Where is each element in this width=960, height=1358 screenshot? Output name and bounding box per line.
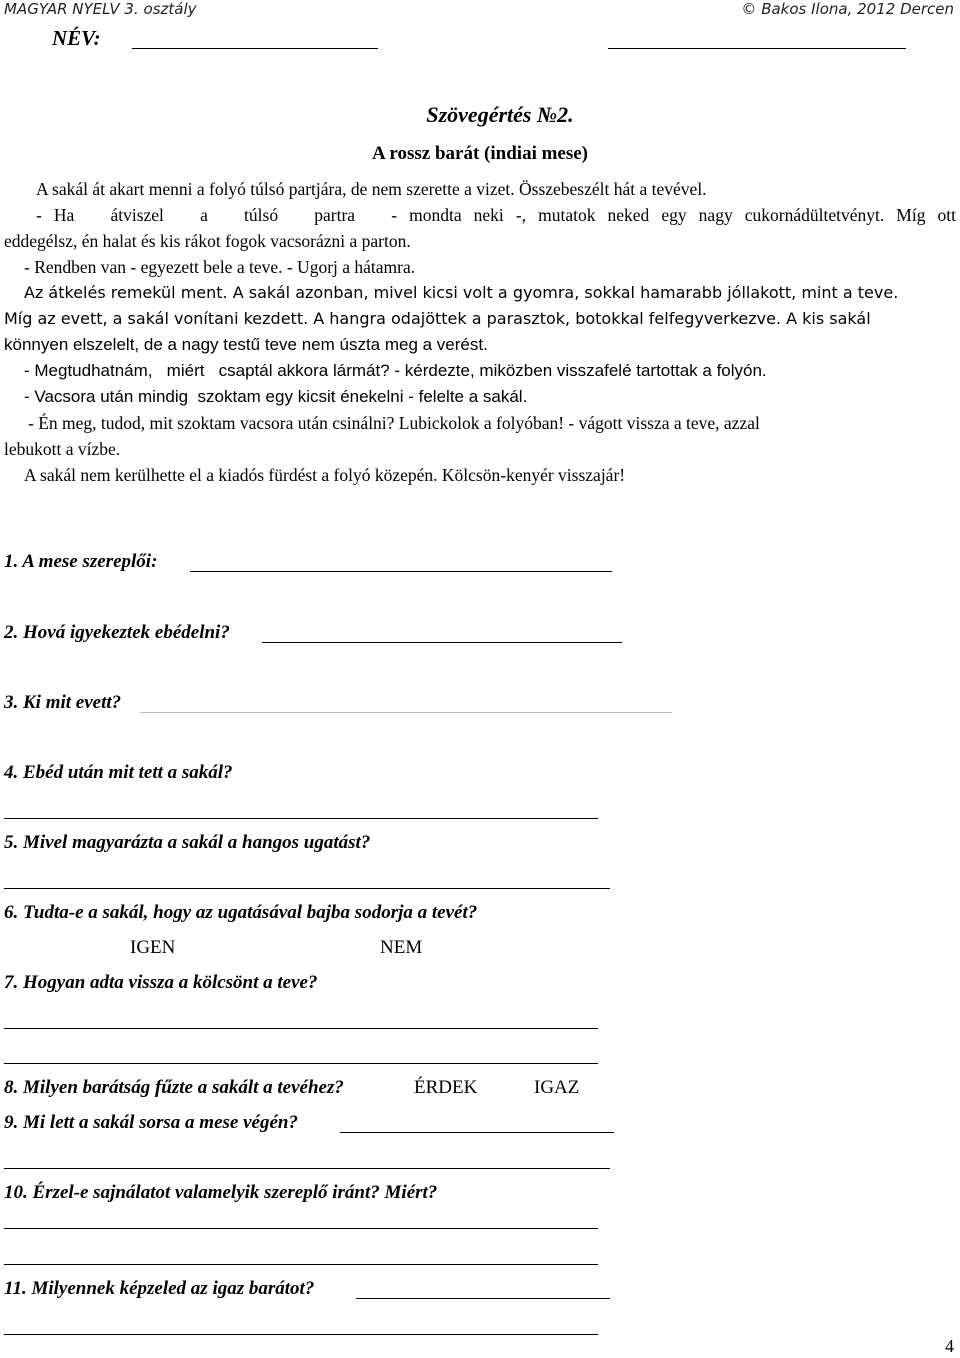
question-9: 9. Mi lett a sakál sorsa a mese végén?: [4, 1112, 298, 1133]
story-line: eddegélsz, én halat és kis rákot fogok vacsorázni a parton.: [4, 231, 411, 251]
answer-line[interactable]: [4, 1168, 610, 1169]
option-true[interactable]: IGAZ: [534, 1077, 580, 1098]
name-label: NÉV:: [52, 26, 101, 50]
header-course: MAGYAR NYELV 3. osztály: [4, 0, 197, 18]
story-line: Míg az evett, a sakál vonítani kezdett. A hangra odajöttek a parasztok, botokkal felfegyverkezve. A kis sakál: [4, 309, 871, 328]
option-yes[interactable]: IGEN: [130, 937, 176, 958]
worksheet-title: Szövegértés №2.: [426, 102, 574, 127]
story-text: [4, 176, 956, 488]
answer-line[interactable]: [4, 888, 610, 889]
answer-line[interactable]: [356, 1298, 610, 1299]
question-8: 8. Milyen barátság fűzte a sakált a tevéhez?: [4, 1077, 344, 1098]
answer-line[interactable]: [140, 712, 672, 713]
class-blank-line[interactable]: [608, 48, 906, 49]
question-2: 2. Hová igyekeztek ebédelni?: [4, 622, 230, 643]
question-11: 11. Milyennek képzeled az igaz barátot?: [4, 1278, 315, 1299]
answer-line[interactable]: [190, 571, 612, 572]
story-line: - Ha átviszel a túlsó partra - mondta neki -, mutatok neked egy nagy cukornádültetvényt. Míg ott: [36, 205, 956, 225]
question-3: 3. Ki mit evett?: [4, 692, 122, 713]
question-5: 5. Mivel magyarázta a sakál a hangos ugatást?: [4, 832, 371, 853]
question-4: 4. Ebéd után mit tett a sakál?: [4, 762, 233, 783]
option-interest[interactable]: ÉRDEK: [414, 1077, 478, 1098]
story-line: - Rendben van - egyezett bele a teve. - Ugorj a hátamra.: [24, 257, 416, 277]
answer-line[interactable]: [4, 1334, 598, 1335]
question-6: 6. Tudta-e a sakál, hogy az ugatásával bajba sodorja a tevét?: [4, 902, 478, 923]
story-line: - Megtudhatnám, miért csaptál akkora lármát? - kérdezte, miközben visszafelé tartottak a folyón.: [24, 361, 767, 380]
story-line: - Vacsora után mindig szoktam egy kicsit énekelni - felelte a sakál.: [24, 387, 528, 406]
name-blank-line[interactable]: [132, 48, 378, 49]
answer-line[interactable]: [4, 1264, 598, 1265]
story-line: - Én meg, tudod, mit szoktam vacsora után csinálni? Lubickolok a folyóban! - vágott vissza a teve, azzal: [28, 413, 760, 433]
page-number: 4: [945, 1336, 954, 1356]
story-title: A rossz barát (indiai mese): [371, 143, 589, 164]
story-line: A sakál nem kerülhette el a kiadós fürdést a folyó közepén. Kölcsön-kenyér visszajár!: [24, 465, 626, 485]
story-line: Az átkelés remekül ment. A sakál azonban, mivel kicsi volt a gyomra, sokkal hamarabb jóllakott, mint a teve.: [24, 283, 899, 302]
answer-line[interactable]: [4, 818, 598, 819]
answer-line[interactable]: [340, 1132, 614, 1133]
answer-line[interactable]: [4, 1228, 598, 1229]
story-line: könnyen elszelelt, de a nagy testű teve nem úszta meg a verést.: [4, 335, 488, 354]
story-line: lebukott a vízbe.: [4, 439, 121, 459]
question-10: 10. Érzel-e sajnálatot valamelyik szereplő iránt? Miért?: [4, 1182, 438, 1203]
answer-line[interactable]: [262, 642, 622, 643]
answer-line[interactable]: [4, 1063, 598, 1064]
question-1: 1. A mese szereplői:: [4, 551, 158, 572]
story-line: A sakál át akart menni a folyó túlsó partjára, de nem szerette a vizet. Összebeszélt hát a tevével.: [36, 179, 707, 199]
option-no[interactable]: NEM: [380, 937, 423, 958]
header-author: © Bakos Ilona, 2012 Dercen: [741, 0, 954, 18]
question-7: 7. Hogyan adta vissza a kölcsönt a teve?: [4, 972, 318, 993]
answer-line[interactable]: [4, 1028, 598, 1029]
